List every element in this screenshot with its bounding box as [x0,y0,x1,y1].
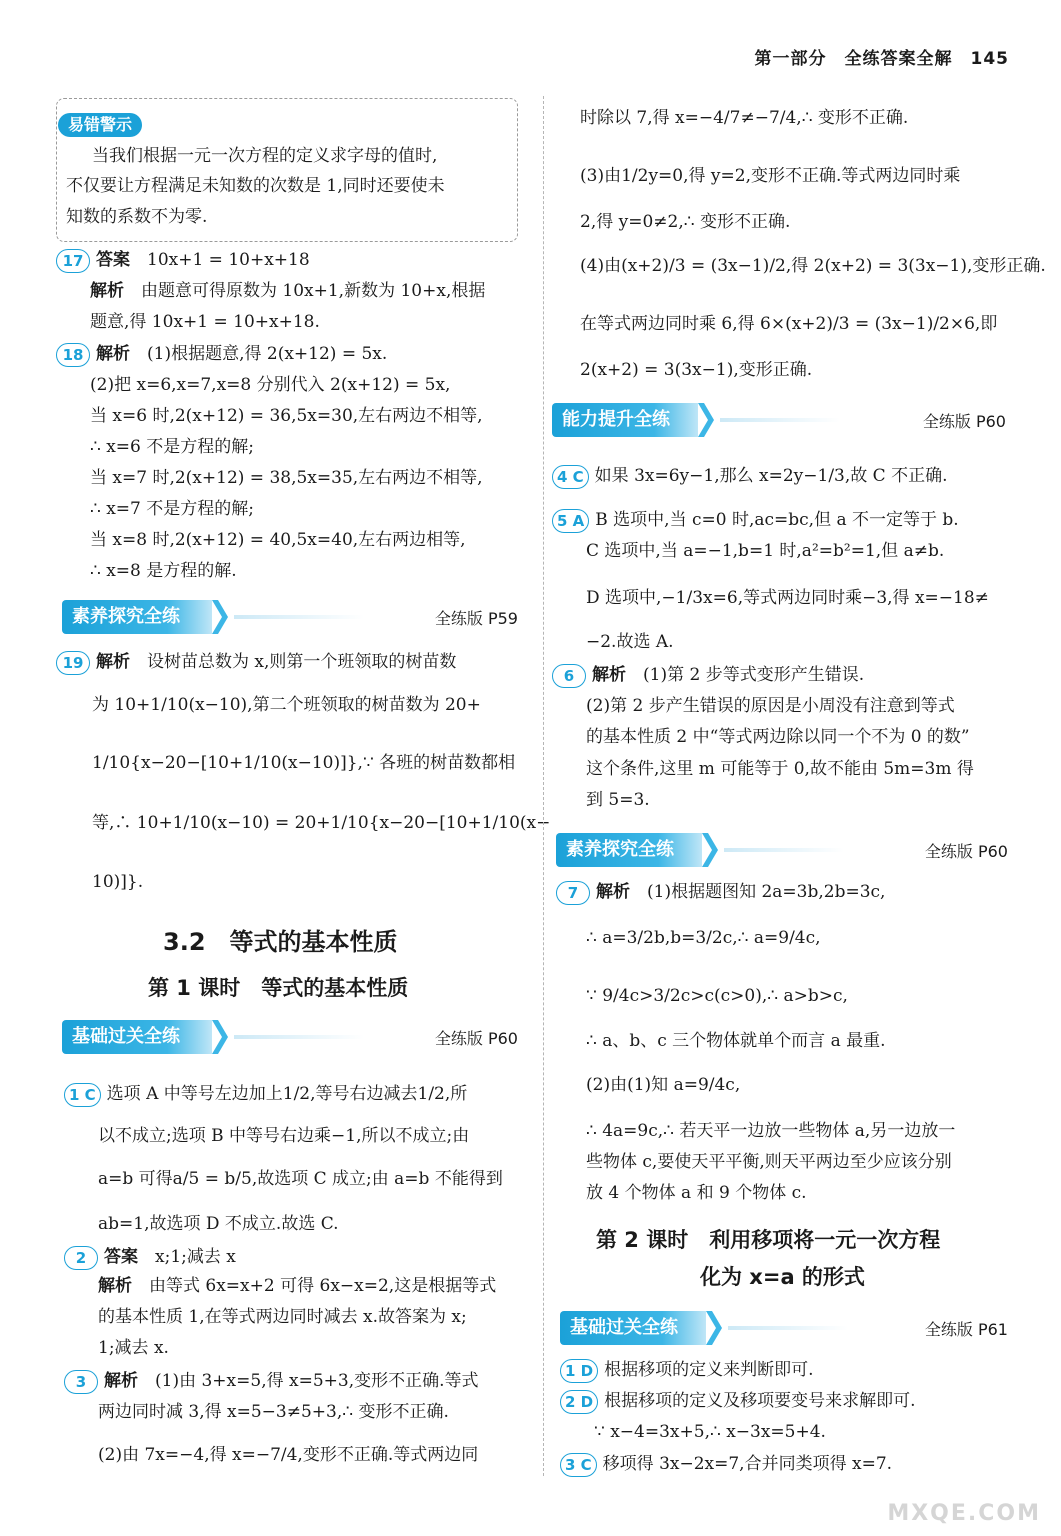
q19-explanation: 19 解析 设树苗总数为 x,则第一个班领取的树苗数 [56,650,456,675]
banner-page-ref: 全练版 P59 [434,609,518,628]
q7-line: 些物体 c,要使天平平衡,则天平两边至少应该分别 [586,1152,952,1172]
q2-answer: 2 答案 x;1;减去 x [64,1245,236,1270]
q18-line: ∴ x=6 不是方程的解; [90,437,254,457]
q17-number: 17 [56,249,90,273]
watermark-logo: MXQE.COM [887,1501,1041,1526]
q18-line: (2)把 x=6,x=7,x=8 分别代入 2(x+12) = 5x, [90,375,451,395]
q18-line: 当 x=8 时,2(x+12) = 40,5x=40,左右两边相等, [90,530,466,550]
q6-explanation: 6 解析 (1)第 2 步等式变形产生错误. [552,663,864,688]
q1-line: ab=1,故选项 D 不成立.故选 C. [98,1214,339,1234]
q1b-answer: 1 D 根据移项的定义来判断即可. [560,1358,814,1383]
q7-line: ∴ a=3/2b,b=3/2c,∴ a=9/4c, [586,928,821,948]
q3-line: (2)由 7x=−4,得 x=−7/4,变形不正确.等式两边同 [98,1445,479,1465]
section-banner-jichu-2: 基础过关全练 全练版 P61 [560,1311,1008,1345]
q3-continued-line: 2(x+2) = 3(3x−1),变形正确. [580,360,813,380]
banner-page-ref: 全练版 P60 [922,412,1006,431]
q3-number: 3 [64,1370,98,1394]
q18-line: 当 x=6 时,2(x+12) = 36,5x=30,左右两边不相等, [90,406,483,426]
q6-line: 到 5=3. [586,790,650,810]
q7-line: ∴ a、b、c 三个物体就单个而言 a 最重. [586,1031,886,1051]
q7-line: ∵ 9/4c>3/2c>c(c>0),∴ a>b>c, [586,986,848,1006]
q3-continued-line: 时除以 7,得 x=−4/7≠−7/4,∴ 变形不正确. [580,108,909,128]
q18-number: 18 [56,343,90,367]
column-divider [543,96,544,1476]
q18-line: ∴ x=8 是方程的解. [90,561,237,581]
q3-continued-line: 2,得 y=0≠2,∴ 变形不正确. [580,212,791,232]
q1-line: a=b 可得a/5 = b/5,故选项 C 成立;由 a=b 不能得到 [98,1169,503,1189]
q7-explanation: 7 解析 (1)根据题图知 2a=3b,2b=3c, [556,880,885,905]
q7-line: 放 4 个物体 a 和 9 个物体 c. [586,1183,807,1203]
lesson-title: 第 1 课时 等式的基本性质 [148,976,409,1000]
warning-line: 知数的系数不为零. [66,207,208,227]
q5-line: D 选项中,−1/3x=6,等式两边同时乘−3,得 x=−18≠ [586,588,989,608]
q19-number: 19 [56,651,90,675]
q5-number: 5 A [552,509,589,533]
banner-page-ref: 全练版 P60 [924,842,1008,861]
q2b-number: 2 D [560,1390,598,1414]
q2-line: 1;减去 x. [98,1338,169,1358]
q7-number: 7 [556,881,590,905]
q3-continued-line: 在等式两边同时乘 6,得 6×(x+2)/3 = (3x−1)/2×6,即 [580,314,998,334]
q1b-number: 1 D [560,1359,598,1383]
section-banner-suyang: 素养探究全练 全练版 P59 [62,600,518,634]
lesson-title-2-line2: 化为 x=a 的形式 [700,1265,865,1289]
warning-tag: 易错警示 [58,113,142,137]
q5-line: −2.故选 A. [586,632,674,652]
q2b-line: ∵ x−4=3x+5,∴ x−3x=5+4. [594,1422,826,1442]
section-banner-jichu: 基础过关全练 全练版 P60 [62,1020,518,1054]
warning-line: 当我们根据一元一次方程的定义求字母的值时, [92,146,438,166]
lesson-title-2: 第 2 课时 利用移项将一元一次方程 [596,1228,941,1252]
q5-answer: 5 A B 选项中,当 c=0 时,ac=bc,但 a 不一定等于 b. [552,508,959,533]
banner-page-ref: 全练版 P61 [924,1320,1008,1339]
q18-line: ∴ x=7 不是方程的解; [90,499,254,519]
q7-line: (2)由(1)知 a=9/4c, [586,1075,741,1095]
q17-explanation-line: 题意,得 10x+1 = 10+x+18. [90,312,320,332]
q1-line: 以不成立;选项 B 中等号右边乘−1,所以不成立;由 [98,1126,470,1146]
q17-explanation: 解析 由题意可得原数为 10x+1,新数为 10+x,根据 [90,281,486,301]
q1-answer: 1 C 选项 A 中等号左边加上1/2,等号右边减去1/2,所 [64,1082,467,1107]
q6-number: 6 [552,664,586,688]
q6-line: (2)第 2 步产生错误的原因是小周没有注意到等式 [586,696,955,716]
banner-page-ref: 全练版 P60 [434,1029,518,1048]
section-title: 3.2 等式的基本性质 [163,928,398,956]
q3b-number: 3 C [560,1453,597,1477]
warning-line: 不仅要让方程满足未知数的次数是 1,同时还要使未 [66,176,445,196]
q1-number: 1 C [64,1083,101,1107]
q19-line: 为 10+1/10(x−10),第二个班领取的树苗数为 20+ [92,695,481,715]
q3-continued-line: (3)由1/2y=0,得 y=2,变形不正确.等式两边同时乘 [580,166,961,186]
q19-line: 等,∴ 10+1/10(x−10) = 20+1/10{x−20−[10+1/10(x− [92,813,551,833]
q4-answer: 4 C 如果 3x=6y−1,那么 x=2y−1/3,故 C 不正确. [552,464,948,489]
q3-explanation: 3 解析 (1)由 3+x=5,得 x=5+3,变形不正确.等式 [64,1369,479,1394]
section-banner-suyang-2: 素养探究全练 全练版 P60 [556,833,1008,867]
q7-line: ∴ 4a=9c,∴ 若天平一边放一些物体 a,另一边放一 [586,1121,956,1141]
q4-number: 4 C [552,465,589,489]
q18-explanation: 18 解析 (1)根据题意,得 2(x+12) = 5x. [56,342,387,367]
page-header: 第一部分 全练答案全解 145 [754,49,1009,69]
q19-line: 1/10{x−20−[10+1/10(x−10)]},∵ 各班的树苗数都相 [92,753,516,773]
q6-line: 的基本性质 2 中“等式两边除以同一个不为 0 的数” [586,727,970,747]
q6-line: 这个条件,这里 m 可能等于 0,故不能由 5m=3m 得 [586,759,974,779]
q18-line: 当 x=7 时,2(x+12) = 38,5x=35,左右两边不相等, [90,468,483,488]
q17-answer: 17 答案 10x+1 = 10+x+18 [56,248,310,273]
q19-line: 10)]}. [92,872,144,892]
q3-line: 两边同时减 3,得 x=5−3≠5+3,∴ 变形不正确. [98,1402,449,1422]
q5-line: C 选项中,当 a=−1,b=1 时,a²=b²=1,但 a≠b. [586,541,945,561]
section-banner-nengli: 能力提升全练 全练版 P60 [552,403,1006,437]
q2-line: 的基本性质 1,在等式两边同时减去 x.故答案为 x; [98,1307,467,1327]
q3b-answer: 3 C 移项得 3x−2x=7,合并同类项得 x=7. [560,1452,892,1477]
q2-number: 2 [64,1246,98,1270]
q2-explanation: 解析 由等式 6x=x+2 可得 6x−x=2,这是根据等式 [98,1276,497,1296]
q2b-answer: 2 D 根据移项的定义及移项要变号来求解即可. [560,1389,916,1414]
q3-continued-line: (4)由(x+2)/3 = (3x−1)/2,得 2(x+2) = 3(3x−1),变形正确. [580,256,1046,276]
